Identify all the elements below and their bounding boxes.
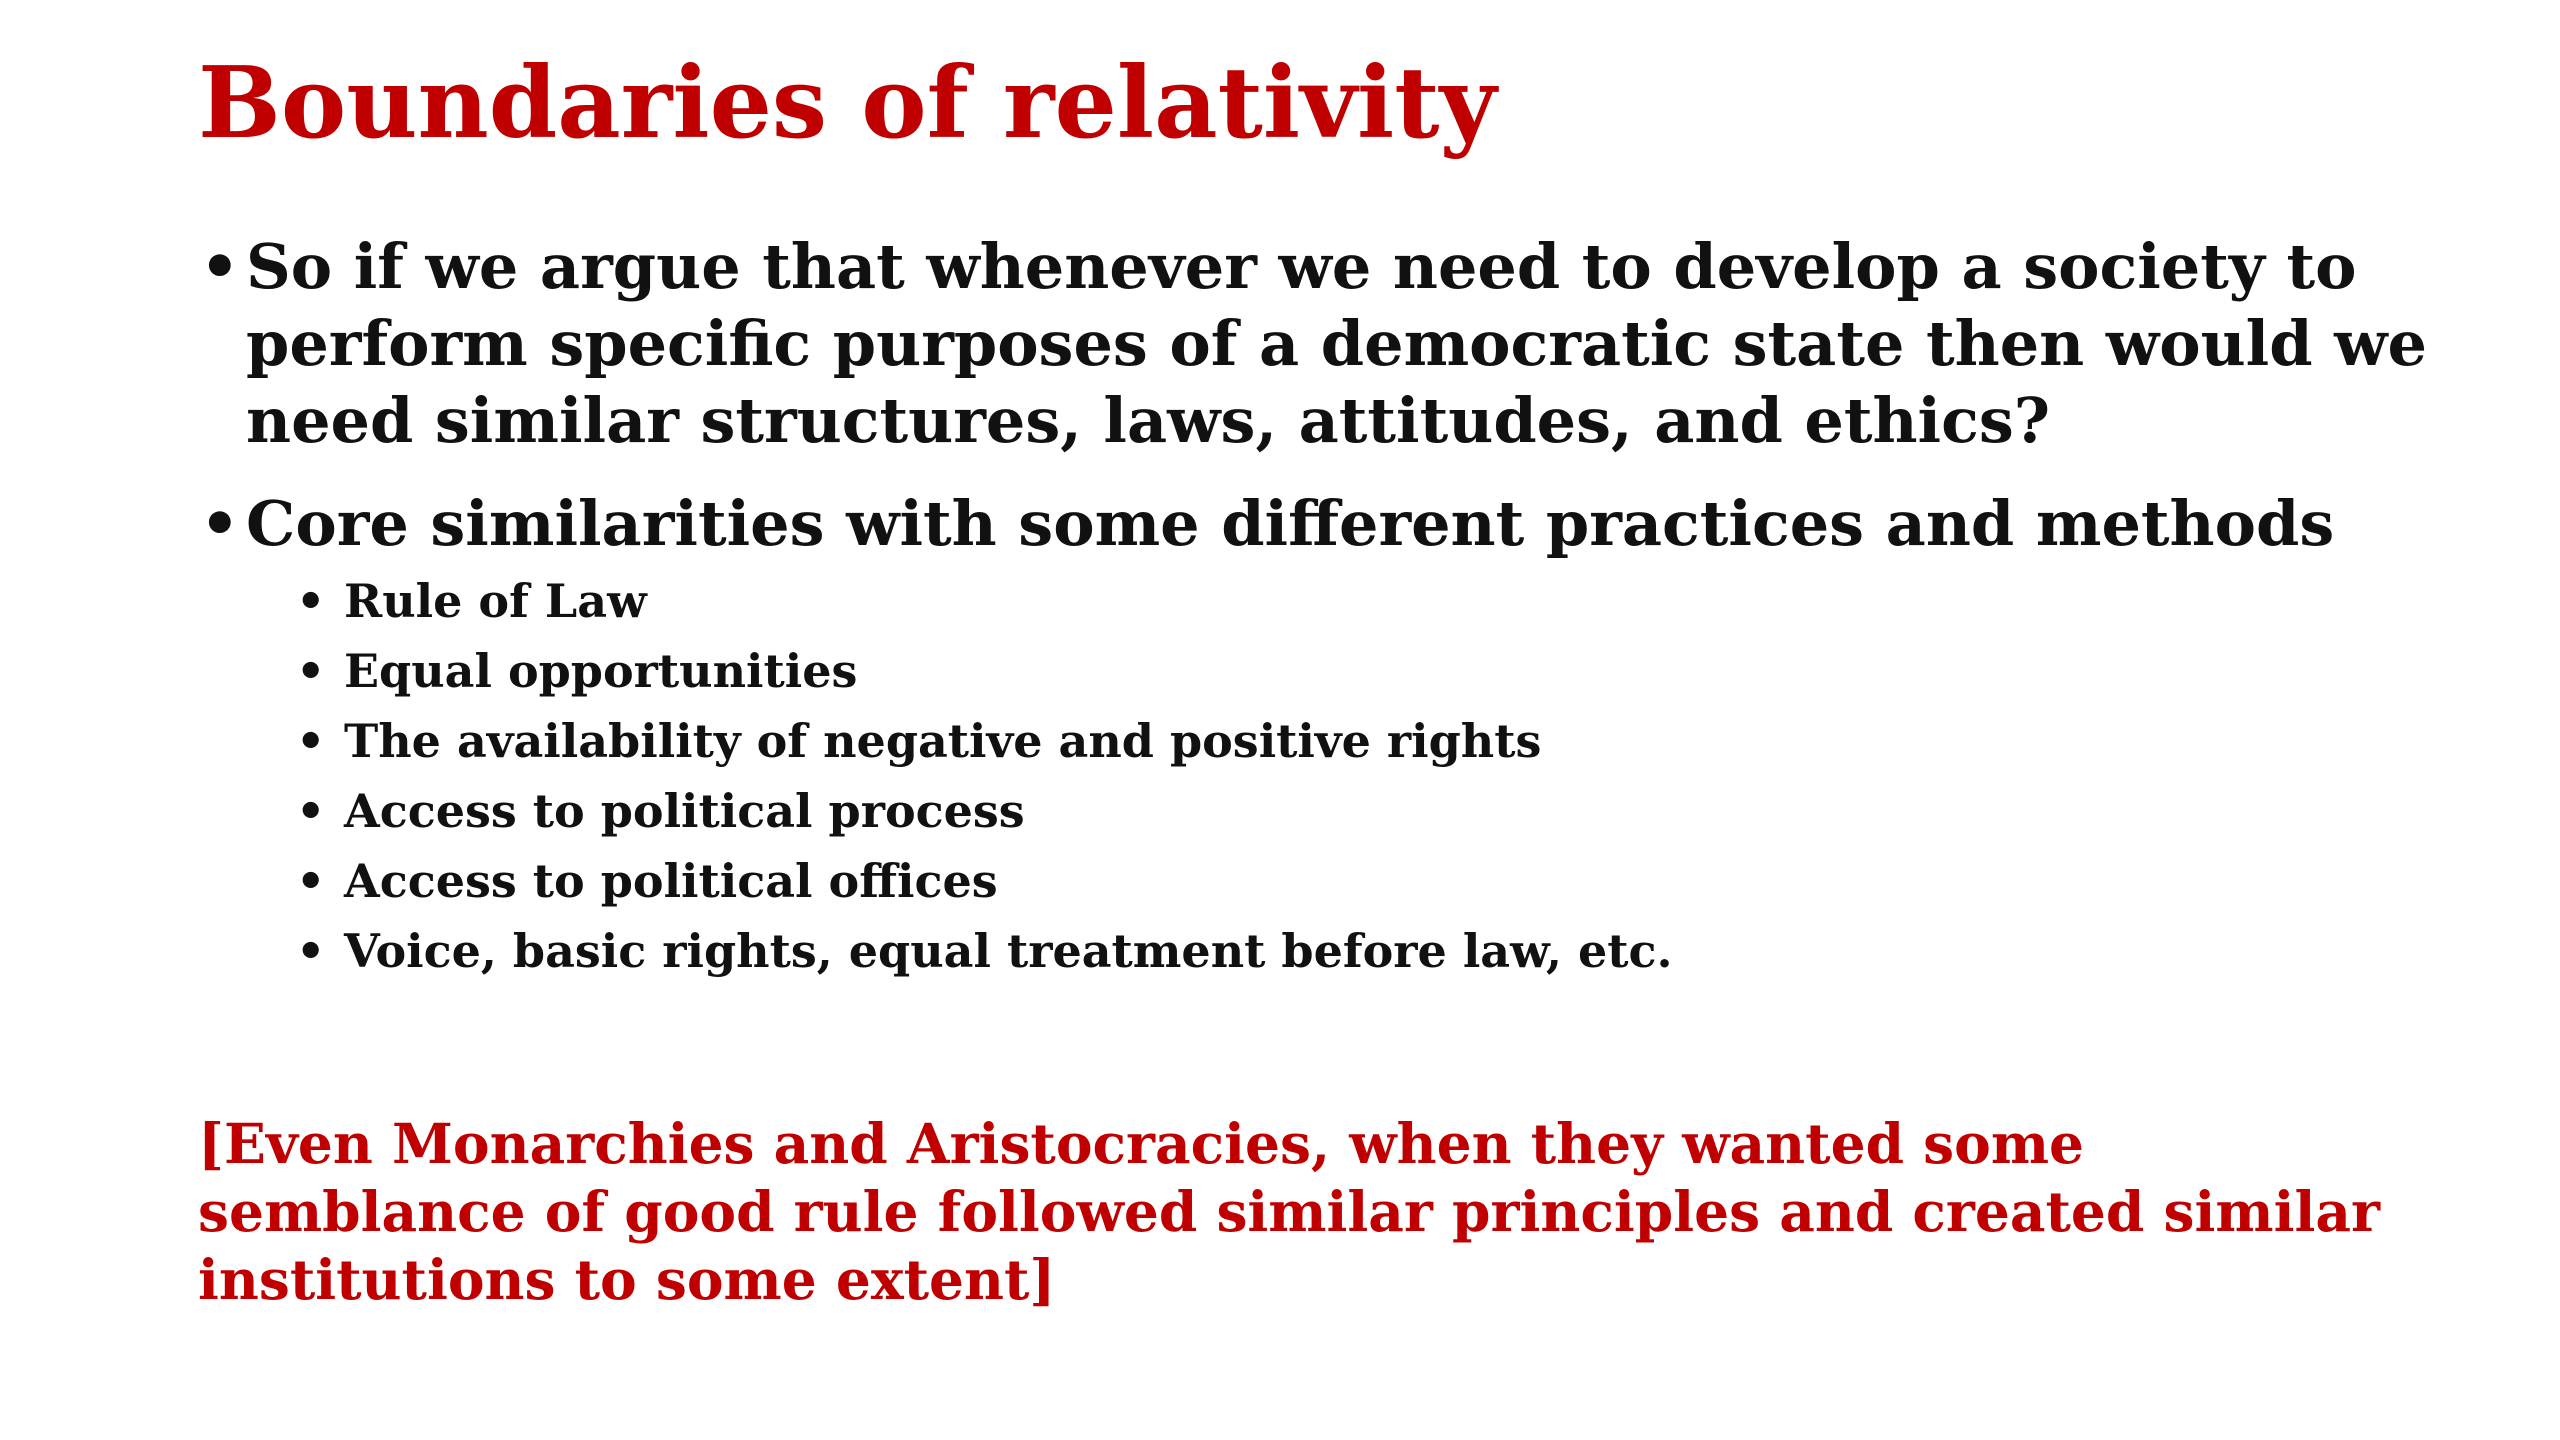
- sub-bullet-item: [296, 916, 2490, 986]
- bullet-point-question: [200, 228, 2440, 459]
- sub-bullet-text: Equal opportunities: [344, 644, 858, 698]
- sub-bullet-text: Access to political offices: [344, 854, 998, 908]
- bullet-point-core-similarities: [200, 485, 2440, 986]
- sub-bullet-item: [296, 566, 2490, 636]
- bracketed-note: [Even Monarchies and Aristocracies, when they wanted some semblance of good rule followed similar principles and created similar institutions to some extent]: [198, 1111, 2380, 1312]
- sub-bullet-list: [296, 566, 2490, 986]
- bullet-dot-icon: •: [296, 924, 326, 978]
- slide-title: Boundaries of relativity: [198, 46, 1497, 161]
- sub-bullet-item: [296, 706, 2490, 776]
- bullet-dot-icon: •: [296, 784, 326, 838]
- sub-bullet-text: The availability of negative and positive rights: [344, 714, 1542, 768]
- bullet-dot-icon: •: [296, 644, 326, 698]
- sub-bullet-item: [296, 636, 2490, 706]
- sub-bullet-item: [296, 776, 2490, 846]
- bullet-dot-icon: •: [200, 487, 240, 560]
- sub-bullet-item: [296, 846, 2490, 916]
- bullet-dot-icon: •: [296, 714, 326, 768]
- sub-bullet-text: Voice, basic rights, equal treatment before law, etc.: [344, 924, 1673, 978]
- sub-bullet-text: Rule of Law: [344, 574, 647, 628]
- main-bullet-list: [200, 228, 2440, 986]
- bullet-dot-icon: •: [296, 574, 326, 628]
- bullet-text: So if we argue that whenever we need to develop a society to perform specific purposes of a democratic state then would we need similar structures, laws, attitudes, and ethics?: [246, 230, 2427, 457]
- bullet-dot-icon: •: [296, 854, 326, 908]
- bullet-text: Core similarities with some different practices and methods: [246, 487, 2335, 560]
- bullet-dot-icon: •: [200, 230, 240, 303]
- sub-bullet-text: Access to political process: [344, 784, 1025, 838]
